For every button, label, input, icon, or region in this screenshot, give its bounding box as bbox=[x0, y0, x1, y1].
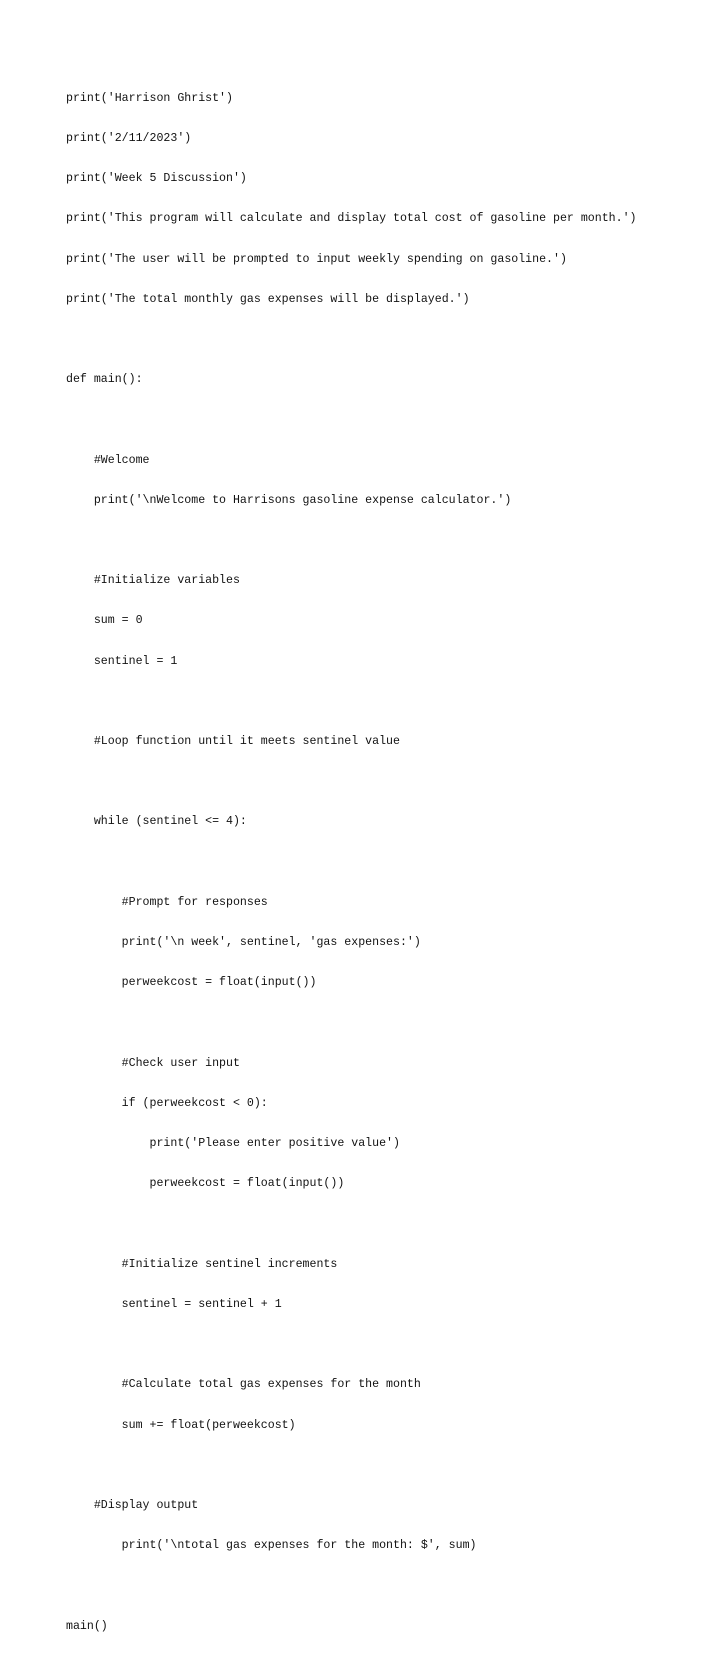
code-line: print('This program will calculate and display total cost of gasoline per month.') bbox=[66, 212, 637, 226]
code-line: perweekcost = float(input()) bbox=[66, 1177, 345, 1191]
code-comment: #Display output bbox=[66, 1498, 199, 1512]
code-comment: #Loop function until it meets sentinel value bbox=[66, 735, 400, 749]
code-line: print('The user will be prompted to input weekly spending on gasoline.') bbox=[66, 252, 567, 266]
blank-line bbox=[66, 413, 706, 426]
code-line: sum += float(perweekcost) bbox=[66, 1418, 296, 1432]
code-comment: #Prompt for responses bbox=[66, 895, 268, 909]
code-line: print('Harrison Ghrist') bbox=[66, 91, 233, 105]
code-listing bbox=[66, 65, 706, 1660]
code-line: print('\ntotal gas expenses for the month: $', sum) bbox=[66, 1539, 477, 1553]
code-line: print('Week 5 Discussion') bbox=[66, 172, 247, 186]
blank-line bbox=[66, 534, 706, 547]
code-line: sentinel = sentinel + 1 bbox=[66, 1297, 282, 1311]
code-comment: #Welcome bbox=[66, 453, 150, 467]
blank-line bbox=[66, 1459, 706, 1472]
code-comment: #Check user input bbox=[66, 1056, 240, 1070]
blank-line bbox=[66, 1338, 706, 1351]
blank-line bbox=[66, 333, 706, 346]
code-line: def main(): bbox=[66, 373, 143, 387]
code-line: sum = 0 bbox=[66, 614, 143, 628]
code-line: print('The total monthly gas expenses will be displayed.') bbox=[66, 292, 470, 306]
code-line: while (sentinel <= 4): bbox=[66, 815, 247, 829]
code-line: perweekcost = float(input()) bbox=[66, 976, 317, 990]
blank-line bbox=[66, 1016, 706, 1029]
blank-line bbox=[66, 695, 706, 708]
code-line: if (perweekcost < 0): bbox=[66, 1096, 268, 1110]
code-line: main() bbox=[66, 1619, 108, 1633]
code-comment: #Initialize sentinel increments bbox=[66, 1257, 338, 1271]
blank-line bbox=[66, 1218, 706, 1231]
code-line: print('2/11/2023') bbox=[66, 132, 192, 146]
blank-line bbox=[66, 1579, 706, 1592]
code-line: print('Please enter positive value') bbox=[66, 1137, 400, 1151]
code-comment: #Calculate total gas expenses for the month bbox=[66, 1378, 421, 1392]
code-line: print('\nWelcome to Harrisons gasoline expense calculator.') bbox=[66, 493, 512, 507]
code-comment: #Initialize variables bbox=[66, 574, 240, 588]
blank-line bbox=[66, 775, 706, 788]
code-line: sentinel = 1 bbox=[66, 654, 178, 668]
code-line: print('\n week', sentinel, 'gas expenses:') bbox=[66, 936, 421, 950]
blank-line bbox=[66, 856, 706, 869]
